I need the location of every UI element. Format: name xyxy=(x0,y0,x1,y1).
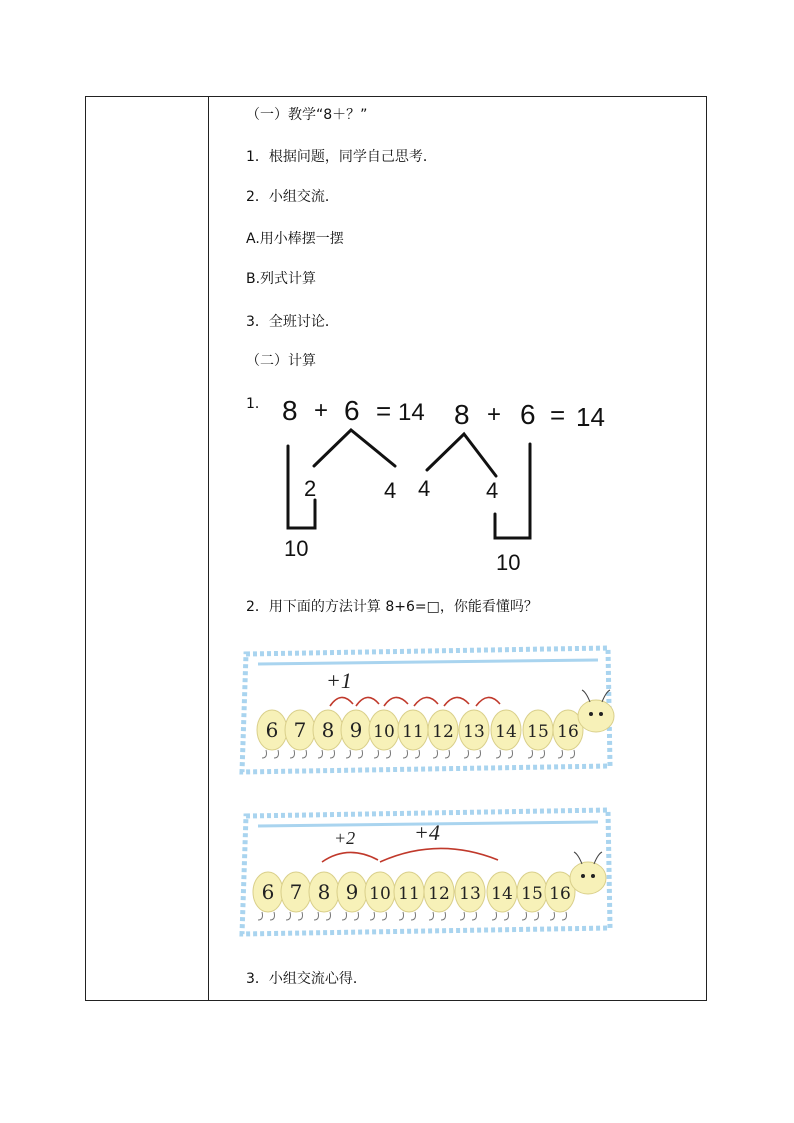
caterpillar-head xyxy=(578,700,614,732)
caterpillar-number: 14 xyxy=(495,722,517,742)
caterpillar-number: 16 xyxy=(557,722,579,742)
left-result: 14 xyxy=(398,399,425,426)
hop-arrows-plus-one xyxy=(330,697,500,706)
make-ten-diagram xyxy=(240,388,620,578)
calc-item-3: 3．小组交流心得． xyxy=(246,971,367,987)
caterpillar-number: 16 xyxy=(549,884,571,904)
right-eq: = xyxy=(550,400,566,430)
caterpillar-legs xyxy=(399,912,416,920)
caterpillar-number: 7 xyxy=(293,718,307,742)
caterpillar-number: 14 xyxy=(491,884,513,904)
caterpillar-head xyxy=(570,862,606,894)
right-result: 14 xyxy=(576,402,605,432)
caterpillar-number: 8 xyxy=(321,718,335,742)
hop-arrows-two-four xyxy=(322,848,498,862)
caterpillar-eye xyxy=(599,712,603,716)
left-a: 8 xyxy=(282,395,298,426)
left-b: 6 xyxy=(344,395,360,426)
right-split1: 4 xyxy=(418,476,431,501)
hop-label-plus-one: +1 xyxy=(326,668,352,693)
caterpillar-number: 10 xyxy=(373,722,395,742)
caterpillar-number: 13 xyxy=(459,884,481,904)
caterpillar-legs xyxy=(528,750,545,758)
caterpillar-hop-two-four xyxy=(238,800,622,940)
step-sticks: A.用小棒摆一摆 xyxy=(246,231,344,247)
left-split2: 4 xyxy=(384,478,397,503)
caterpillar-legs xyxy=(370,912,387,920)
right-plus: + xyxy=(487,401,502,428)
caterpillar-eye xyxy=(581,874,585,878)
caterpillar-eye xyxy=(591,874,595,878)
step-formula: B.列式计算 xyxy=(246,271,317,287)
hop-label-plus-two: +2 xyxy=(334,828,356,848)
step-group-exchange: 2．小组交流． xyxy=(246,189,339,205)
calc-item-2: 2．用下面的方法计算 8+6=□，你能看懂吗？ xyxy=(246,599,538,615)
caterpillar-number: 8 xyxy=(317,880,331,904)
caterpillar-number: 11 xyxy=(398,884,420,904)
caterpillar-number: 10 xyxy=(369,884,391,904)
caterpillar-legs xyxy=(550,912,567,920)
caterpillar-number: 11 xyxy=(402,722,424,742)
right-partial: 10 xyxy=(496,550,521,575)
caterpillar-legs xyxy=(318,750,335,758)
caterpillar-legs xyxy=(429,912,446,920)
caterpillar-legs xyxy=(286,912,303,920)
left-partial: 10 xyxy=(284,536,309,561)
caterpillar-legs xyxy=(522,912,539,920)
left-split1: 2 xyxy=(304,476,317,501)
caterpillar-legs xyxy=(262,750,279,758)
caterpillar-number: 9 xyxy=(345,880,359,904)
caterpillar-hop-by-one xyxy=(238,638,622,778)
caterpillar-legs xyxy=(346,750,363,758)
left-eq: = xyxy=(376,396,392,426)
section-heading-teaching: （一）教学“8＋？” xyxy=(246,107,368,123)
right-split-branches xyxy=(427,434,496,476)
hop-label-plus-four: +4 xyxy=(414,820,440,845)
caterpillar-eye xyxy=(589,712,593,716)
caterpillar-legs xyxy=(290,750,307,758)
caterpillar-legs xyxy=(433,750,450,758)
right-a: 8 xyxy=(454,399,470,430)
caterpillar-number: 15 xyxy=(521,884,543,904)
step-class-discussion: 3．全班讨论． xyxy=(246,314,339,330)
caterpillar-legs xyxy=(558,750,575,758)
caterpillar-number: 7 xyxy=(289,880,303,904)
caterpillar-legs xyxy=(314,912,331,920)
caterpillar-number: 13 xyxy=(463,722,485,742)
right-b: 6 xyxy=(520,399,536,430)
caterpillar-legs xyxy=(464,750,481,758)
caterpillar-legs xyxy=(258,912,275,920)
caterpillar-number: 6 xyxy=(265,718,279,742)
caterpillar-number: 12 xyxy=(428,884,450,904)
left-plus: + xyxy=(314,397,329,424)
right-ten-bracket xyxy=(495,444,530,538)
caterpillar-legs xyxy=(496,750,513,758)
caterpillar-legs xyxy=(403,750,420,758)
left-split-branches xyxy=(314,430,395,466)
caterpillar-number: 15 xyxy=(527,722,549,742)
caterpillar-legs xyxy=(492,912,509,920)
caterpillar-number: 9 xyxy=(349,718,363,742)
caterpillar-legs xyxy=(342,912,359,920)
section-heading-calc: （二）计算 xyxy=(246,353,316,369)
caterpillar-legs xyxy=(374,750,391,758)
calc-item-1: 1． xyxy=(246,396,269,412)
step-think: 1．根据问题，同学自己思考． xyxy=(246,149,437,165)
right-split2: 4 xyxy=(486,478,499,503)
column-divider xyxy=(208,97,209,1000)
caterpillar-number: 6 xyxy=(261,880,275,904)
caterpillar-legs xyxy=(460,912,477,920)
caterpillar-number: 12 xyxy=(432,722,454,742)
